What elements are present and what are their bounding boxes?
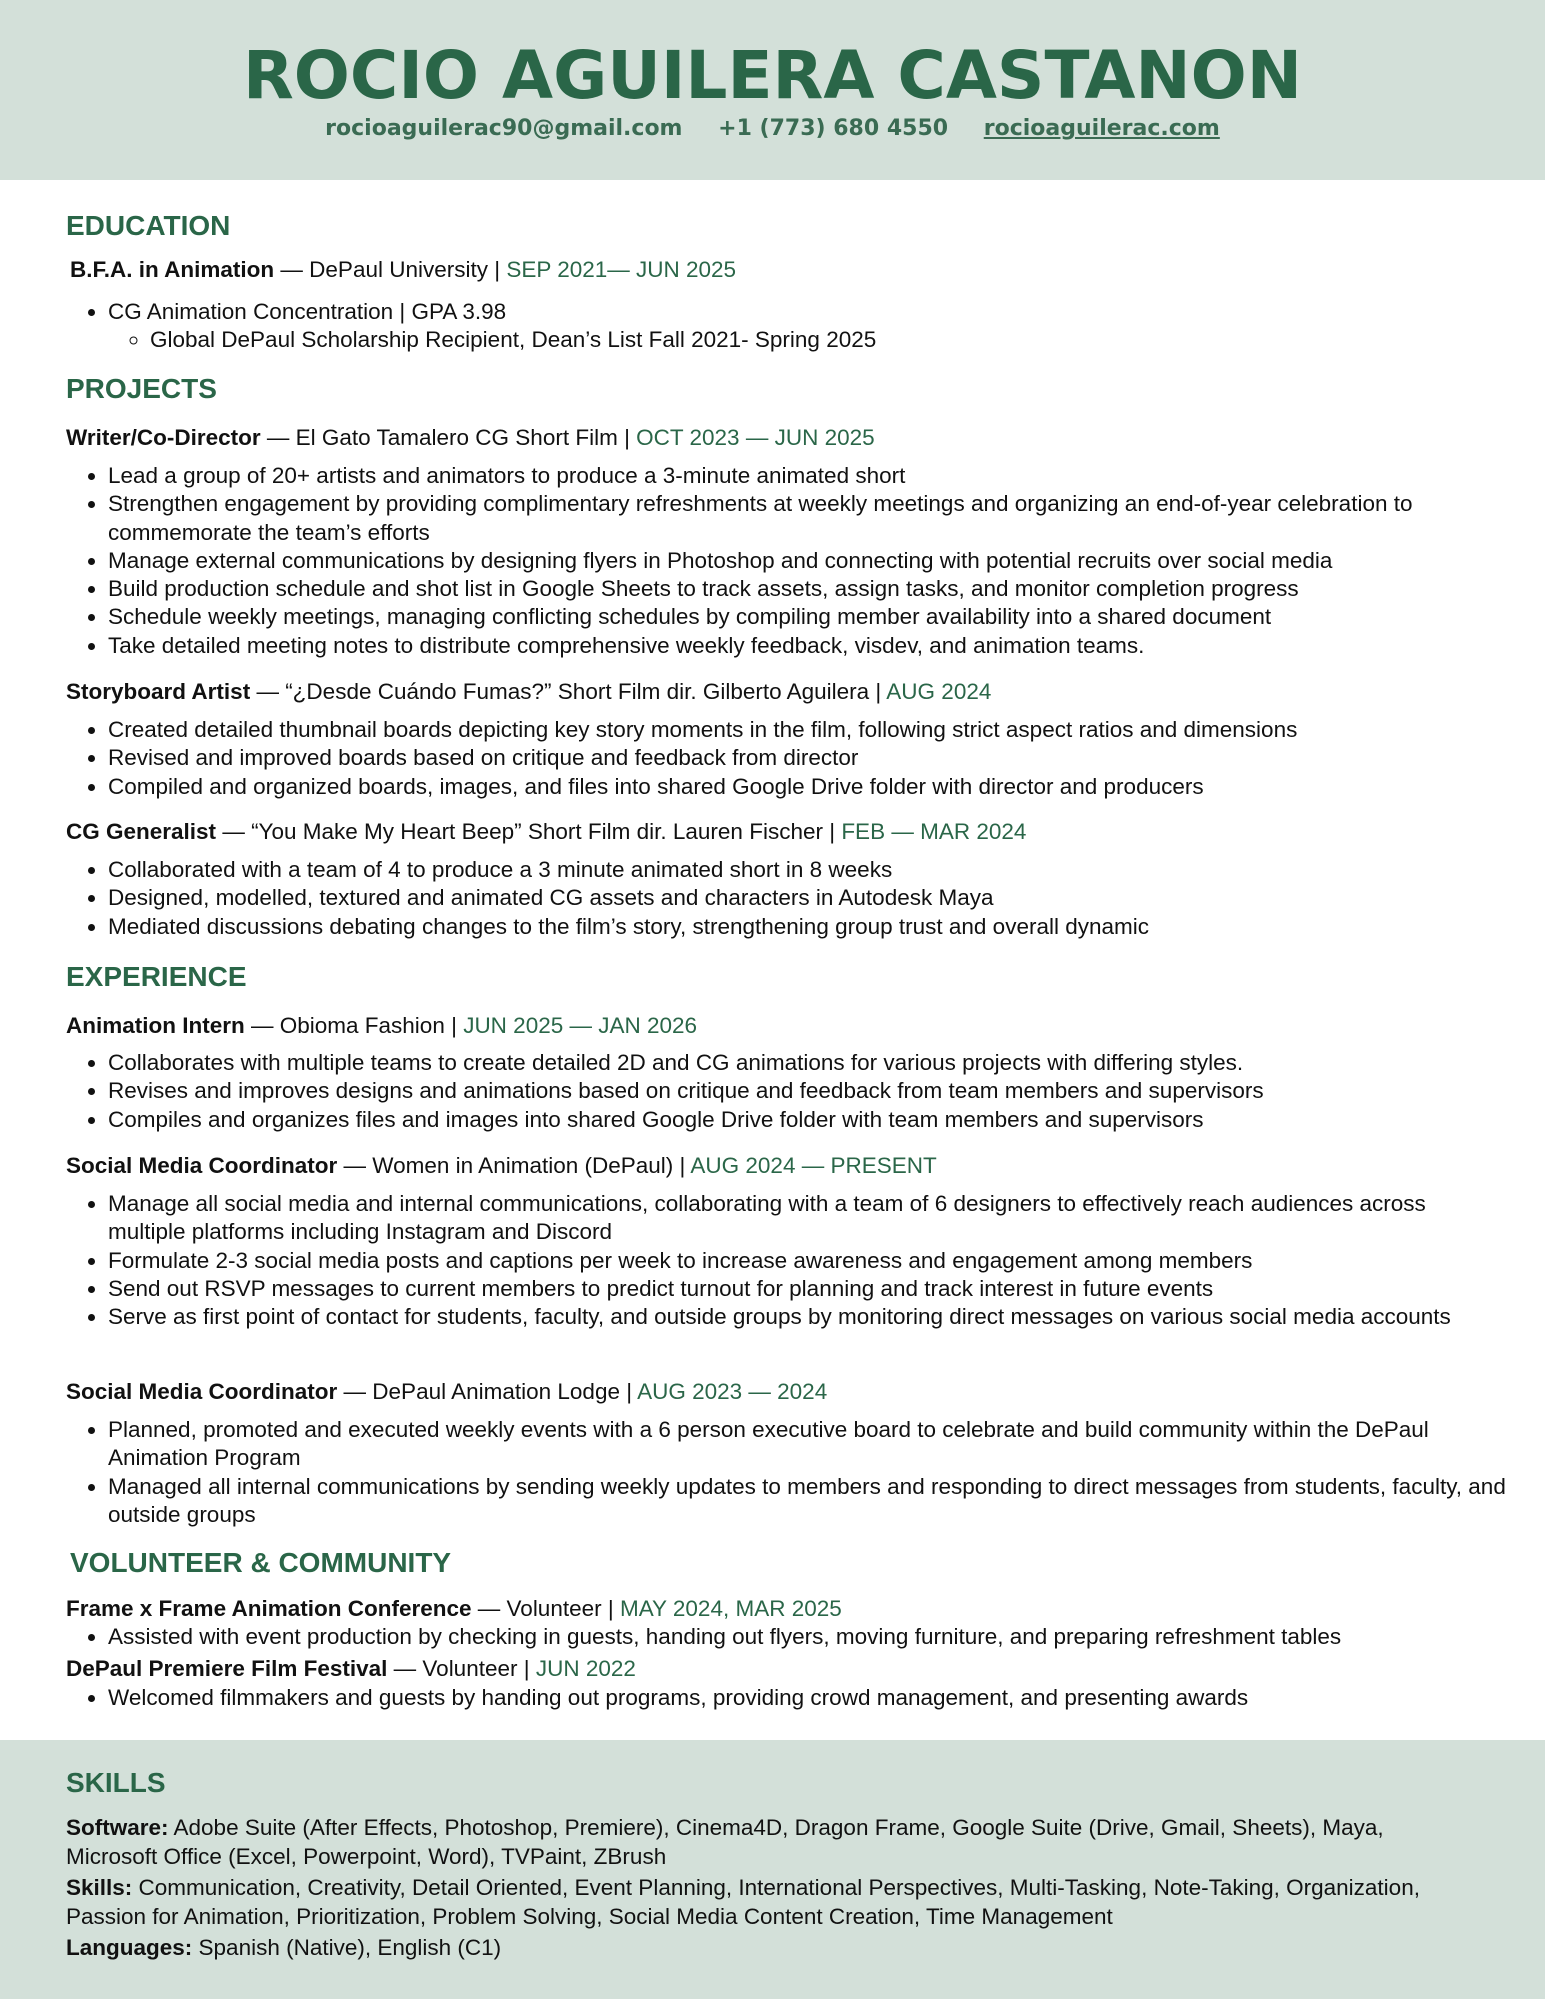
date: AUG 2024 — PRESENT [690, 1153, 937, 1178]
contact-line [0, 116, 1545, 141]
date: JUN 2025 — JAN 2026 [463, 1013, 698, 1038]
role: Animation Intern [66, 1013, 245, 1038]
description: — “You Make My Heart Beep” Short Film dir. Lauren Fischer | [216, 819, 842, 844]
software-list: Adobe Suite (After Effects, Photoshop, Premiere), Cinema4D, Dragon Frame, Google Suite (Drive, Gmail, Sheets), Maya, Microsoft Office (Excel, Powerpoint, Word), TVPaint, ZBrush [66, 1815, 1384, 1869]
projects-heading: PROJECTS [66, 373, 217, 404]
experience-bullets [80, 1190, 1508, 1331]
list-item: • Compiles and organizes files and images into shared Google Drive folder with team members and supervisors [108, 1106, 1508, 1134]
experience-entry [66, 1152, 937, 1180]
role: Frame x Frame Animation Conference [66, 1596, 472, 1621]
list-item: • Strengthen engagement by providing complimentary refreshments at weekly meetings and organizing an end-of-year celebration to commemorate the team’s efforts [108, 490, 1508, 547]
candidate-name: ROCIO AGUILERA CASTANON [242, 37, 1303, 114]
list-item: • Created detailed thumbnail boards depicting key story moments in the film, following strict aspect ratios and dimensions [108, 716, 1508, 744]
description: — DePaul Animation Lodge | [337, 1379, 638, 1404]
list-item: • Compiled and organized boards, images, and files into shared Google Drive folder with director and producers [108, 773, 1508, 801]
list-item: • Send out RSVP messages to current members to predict turnout for planning and track interest in future events [108, 1275, 1508, 1303]
volunteer-bullets [80, 1684, 1508, 1712]
education-heading: EDUCATION [66, 210, 231, 241]
software-line [66, 1813, 1466, 1871]
list-item: • Collaborated with a team of 4 to produce a 3 minute animated short in 8 weeks [108, 856, 1508, 884]
skills-label: Skills: [66, 1875, 133, 1900]
project-bullets [80, 716, 1508, 801]
list-item: • CG Animation Concentration | GPA 3.98 ◦ Global DePaul Scholarship Recipient, Dean’s List Fall 2021- Spring 2025 [108, 298, 1508, 355]
date: MAY 2024, MAR 2025 [619, 1596, 842, 1621]
list-item: • Serve as first point of contact for students, faculty, and outside groups by monitoring direct messages on various social media accounts [108, 1303, 1508, 1331]
role: Social Media Coordinator [66, 1153, 338, 1178]
list-item: • Welcomed filmmakers and guests by handing out programs, providing crowd management, and presenting awards [108, 1684, 1508, 1712]
skills-heading: SKILLS [66, 1767, 166, 1798]
languages-label: Languages: [66, 1935, 193, 1960]
education-entry [70, 256, 736, 284]
website-link[interactable]: rocioaguilerac.com [983, 116, 1220, 141]
date: OCT 2023 — JUN 2025 [636, 425, 875, 450]
list-item: • Build production schedule and shot list in Google Sheets to track assets, assign tasks, and monitor completion progress [108, 575, 1508, 603]
list-item: • Manage all social media and internal communications, collaborating with a team of 6 designers to effectively reach audiences across multiple platforms including Instagram and Discord [108, 1190, 1508, 1247]
list-item: • Lead a group of 20+ artists and animators to produce a 3-minute animated short [108, 462, 1508, 490]
header-band [0, 0, 1545, 180]
list-item: • Managed all internal communications by sending weekly updates to members and responding to direct messages from students, faculty, and outside groups [108, 1473, 1508, 1530]
description: — Volunteer | [387, 1656, 536, 1681]
role: CG Generalist [66, 819, 217, 844]
experience-bullets [80, 1416, 1508, 1529]
list-item: • Revised and improved boards based on critique and feedback from director [108, 744, 1508, 772]
date: AUG 2024 [886, 679, 992, 704]
experience-heading: EXPERIENCE [66, 961, 247, 992]
project-bullets [80, 856, 1508, 941]
description: — Women in Animation (DePaul) | [337, 1153, 691, 1178]
project-bullets [80, 462, 1508, 660]
school: — DePaul University | [274, 257, 507, 282]
languages-line [66, 1933, 1466, 1962]
project-entry [66, 424, 875, 452]
description: — El Gato Tamalero CG Short Film | [260, 425, 637, 450]
degree: B.F.A. in Animation [70, 257, 275, 282]
date: FEB — MAR 2024 [841, 819, 1027, 844]
description: — Volunteer | [471, 1596, 620, 1621]
skills-line [66, 1873, 1466, 1931]
experience-bullets [80, 1049, 1508, 1134]
list-item: • Revises and improves designs and animations based on critique and feedback from team members and supervisors [108, 1077, 1508, 1105]
role: DePaul Premiere Film Festival [66, 1656, 388, 1681]
role: Social Media Coordinator [66, 1379, 338, 1404]
skills-list: Communication, Creativity, Detail Oriented, Event Planning, International Perspectives, Multi-Tasking, Note-Taking, Organization, Passion for Animation, Prioritization, Problem Solving, Social Media Content Creation, Time Management [66, 1875, 1420, 1929]
experience-entry [66, 1378, 827, 1406]
project-entry [66, 678, 991, 706]
volunteer-entry [66, 1655, 636, 1683]
date: JUN 2022 [535, 1656, 636, 1681]
role: Storyboard Artist [66, 679, 251, 704]
list-item: • Manage external communications by designing flyers in Photoshop and connecting with potential recruits over social media [108, 547, 1508, 575]
education-date: SEP 2021— JUN 2025 [506, 257, 737, 282]
skills-band [0, 1740, 1545, 1999]
description: — “¿Desde Cuándo Fumas?” Short Film dir. Gilberto Aguilera | [250, 679, 887, 704]
software-label: Software: [66, 1815, 169, 1840]
list-item: • Take detailed meeting notes to distribute comprehensive weekly feedback, visdev, and animation teams. [108, 632, 1508, 660]
list-item: • Assisted with event production by checking in guests, handing out flyers, moving furniture, and preparing refreshment tables [108, 1623, 1508, 1651]
volunteer-entry [66, 1595, 842, 1623]
description: — Obioma Fashion | [244, 1013, 464, 1038]
volunteer-heading: VOLUNTEER & COMMUNITY [70, 1547, 452, 1578]
list-item: • Designed, modelled, textured and animated CG assets and characters in Autodesk Maya [108, 884, 1508, 912]
list-item: • Collaborates with multiple teams to create detailed 2D and CG animations for various projects with differing styles. [108, 1049, 1508, 1077]
list-item: • Schedule weekly meetings, managing conflicting schedules by compiling member availability into a shared document [108, 603, 1508, 631]
list-item: ◦ Global DePaul Scholarship Recipient, Dean’s List Fall 2021- Spring 2025 [150, 326, 1508, 354]
email-text: rocioaguilerac90@gmail.com [325, 116, 683, 141]
volunteer-bullets [80, 1623, 1508, 1651]
experience-entry [66, 1012, 697, 1040]
languages-list: Spanish (Native), English (C1) [192, 1935, 502, 1960]
education-bullets [80, 298, 1508, 355]
phone-text: +1 (773) 680 4550 [718, 116, 949, 141]
date: AUG 2023 — 2024 [637, 1379, 828, 1404]
role: Writer/Co-Director [66, 425, 261, 450]
list-item: • Formulate 2-3 social media posts and captions per week to increase awareness and engagement among members [108, 1247, 1508, 1275]
project-entry [66, 818, 1026, 846]
list-item: • Planned, promoted and executed weekly events with a 6 person executive board to celebrate and build community within the DePaul Animation Program [108, 1416, 1508, 1473]
list-item: • Mediated discussions debating changes to the film’s story, strengthening group trust and overall dynamic [108, 913, 1508, 941]
